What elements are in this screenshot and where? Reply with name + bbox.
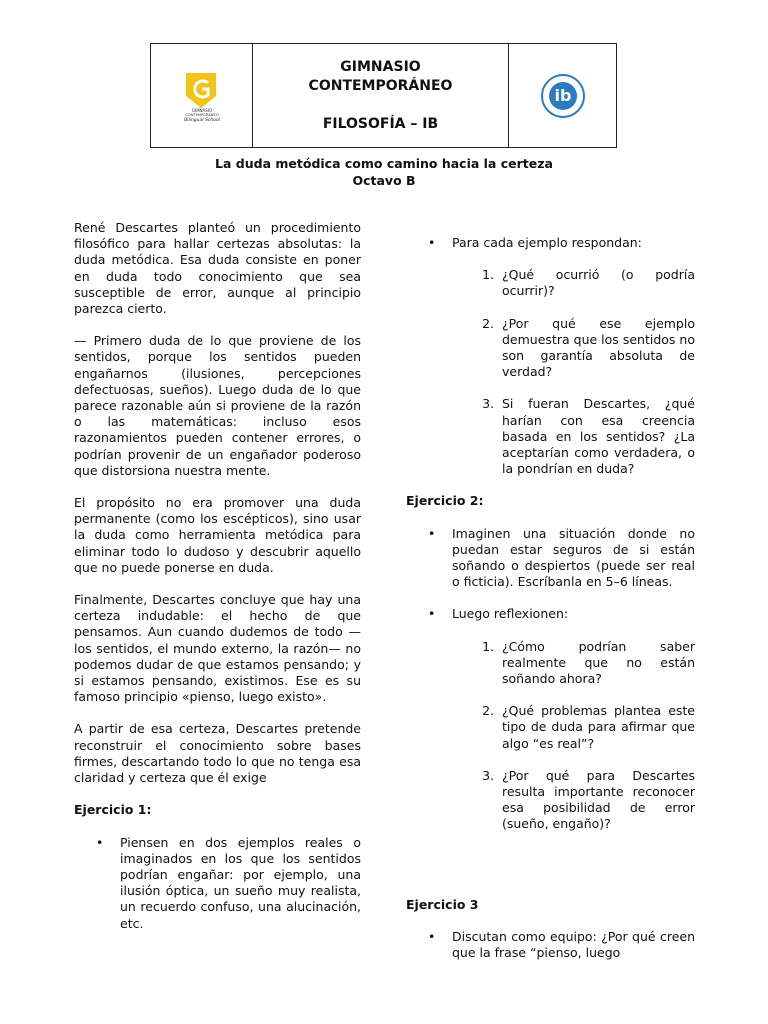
header-table	[150, 43, 617, 148]
subject-title: FILOSOFÍA – IB	[322, 115, 439, 132]
number-marker: 1.	[482, 638, 494, 654]
list-item	[406, 267, 695, 299]
exercise-2-reflect: Luego reflexionen:	[452, 606, 569, 622]
ib-logo-cell	[509, 44, 616, 147]
bullet-marker: •	[428, 928, 436, 944]
ib-logo-icon	[539, 72, 587, 120]
bullet-marker: •	[428, 235, 436, 250]
number-marker: 2.	[482, 315, 494, 331]
list-item	[406, 768, 695, 833]
school-logo-icon	[172, 70, 232, 122]
list-item	[406, 639, 695, 688]
exercise-2-heading: Ejercicio 2:	[406, 493, 484, 509]
document-subtitle: Octavo B	[352, 173, 416, 188]
exercise-1-prompt: Para cada ejemplo respondan:	[452, 235, 642, 250]
paragraph-intro: René Descartes planteó un procedimiento filosófico para hallar certezas absolutas: la duda metódica. Esa duda consiste en poner en duda todo conocimiento que sea susceptible de error, aunque al principio parezca cierto.	[74, 220, 361, 317]
number-marker: 3.	[482, 396, 494, 412]
svg-text:CONTEMPORÁNEO: CONTEMPORÁNEO	[184, 112, 219, 117]
question-3: Si fueran Descartes, ¿qué harían con esa creencia basada en los sentidos? ¿La aceptarían como verdadera, o la pondrían en duda?	[502, 396, 695, 477]
list-item	[406, 606, 695, 622]
paragraph-doubt-senses: — Primero duda de lo que proviene de los sentidos, porque los sentidos pueden engañarnos (ilusiones, percepciones defectuosas, sueños). Luego duda de lo que parece razonable aún si proviene de la razón o las matemáticas: incluso esos razonamientos pueden contener errores, o podrían provenir de un engañador poderoso que distorsiona nuestra mente.	[74, 333, 361, 478]
list-item	[74, 835, 361, 932]
number-marker: 2.	[482, 703, 494, 719]
bullet-marker: •	[96, 834, 104, 850]
question-1: ¿Qué ocurrió (o podría ocurrir)?	[502, 267, 695, 299]
svg-text:Bilingual School: Bilingual School	[183, 117, 220, 122]
reflection-2: ¿Qué problemas plantea este tipo de duda para afirmar que algo “es real”?	[502, 703, 695, 751]
bullet-marker: •	[428, 606, 436, 622]
bullet-marker: •	[428, 525, 436, 541]
paragraph-conclusion: Finalmente, Descartes concluye que hay una certeza indudable: el hecho de que pensamos. Aun cuando dudemos de todo —los sentidos, el mundo externo, la razón— no podemos dudar de que estamos pensando; y si estamos pensando, existimos. Ese es su famoso principio «pienso, luego existo».	[74, 592, 361, 705]
right-column	[406, 235, 695, 961]
number-marker: 3.	[482, 767, 494, 783]
exercise-1-instruction: Piensen en dos ejemplos reales o imaginados en los que los sentidos podrían engañar: por ejemplo, una ilusión óptica, un sueño muy realista, un recuerdo confuso, una alucinación, etc.	[120, 834, 361, 931]
school-name-line2: CONTEMPORÁNEO	[308, 77, 453, 94]
left-column	[74, 220, 361, 932]
document-title: La duda metódica como camino hacia la certeza	[215, 156, 553, 171]
list-item	[406, 316, 695, 381]
list-item	[406, 929, 695, 961]
list-item	[406, 526, 695, 591]
exercise-1-heading: Ejercicio 1:	[74, 802, 152, 818]
list-item	[406, 703, 695, 752]
exercise-3-instruction: Discutan como equipo: ¿Por qué creen que la frase “pienso, luego	[452, 928, 695, 961]
svg-text:ib: ib	[554, 85, 571, 105]
reflection-1: ¿Cómo podrían saber realmente que no están soñando ahora?	[502, 638, 695, 687]
reflection-3: ¿Por qué para Descartes resulta importante reconocer esa posibilidad de error (sueño, engaño)?	[502, 767, 695, 832]
number-marker: 1.	[482, 267, 494, 283]
exercise-3-heading: Ejercicio 3	[406, 896, 479, 912]
school-title-cell	[253, 44, 509, 147]
question-2: ¿Por qué ese ejemplo demuestra que los sentidos no son garantía absoluta de verdad?	[502, 315, 695, 380]
paragraph-reconstruction: A partir de esa certeza, Descartes pretende reconstruir el conocimiento sobre bases firmes, descartando todo lo que no tenga esa claridad y certeza que él exige	[74, 721, 361, 786]
svg-text:GIMNASIO: GIMNASIO	[191, 107, 212, 113]
school-logo-cell	[151, 44, 253, 147]
list-item	[406, 396, 695, 477]
exercise-2-instruction: Imaginen una situación donde no puedan estar seguros de si están soñando o despiertos (puede ser real o ficticia). Escríbanla en 5–6 líneas.	[452, 525, 695, 590]
paragraph-purpose: El propósito no era promover una duda permanente (como los escépticos), sino usar la duda como herramienta metódica para eliminar todo lo dudoso y descubrir aquello que no puede ponerse en duda.	[74, 495, 361, 575]
document-title-block	[0, 155, 768, 189]
list-item	[406, 235, 695, 251]
school-name-line1: GIMNASIO	[340, 58, 421, 75]
